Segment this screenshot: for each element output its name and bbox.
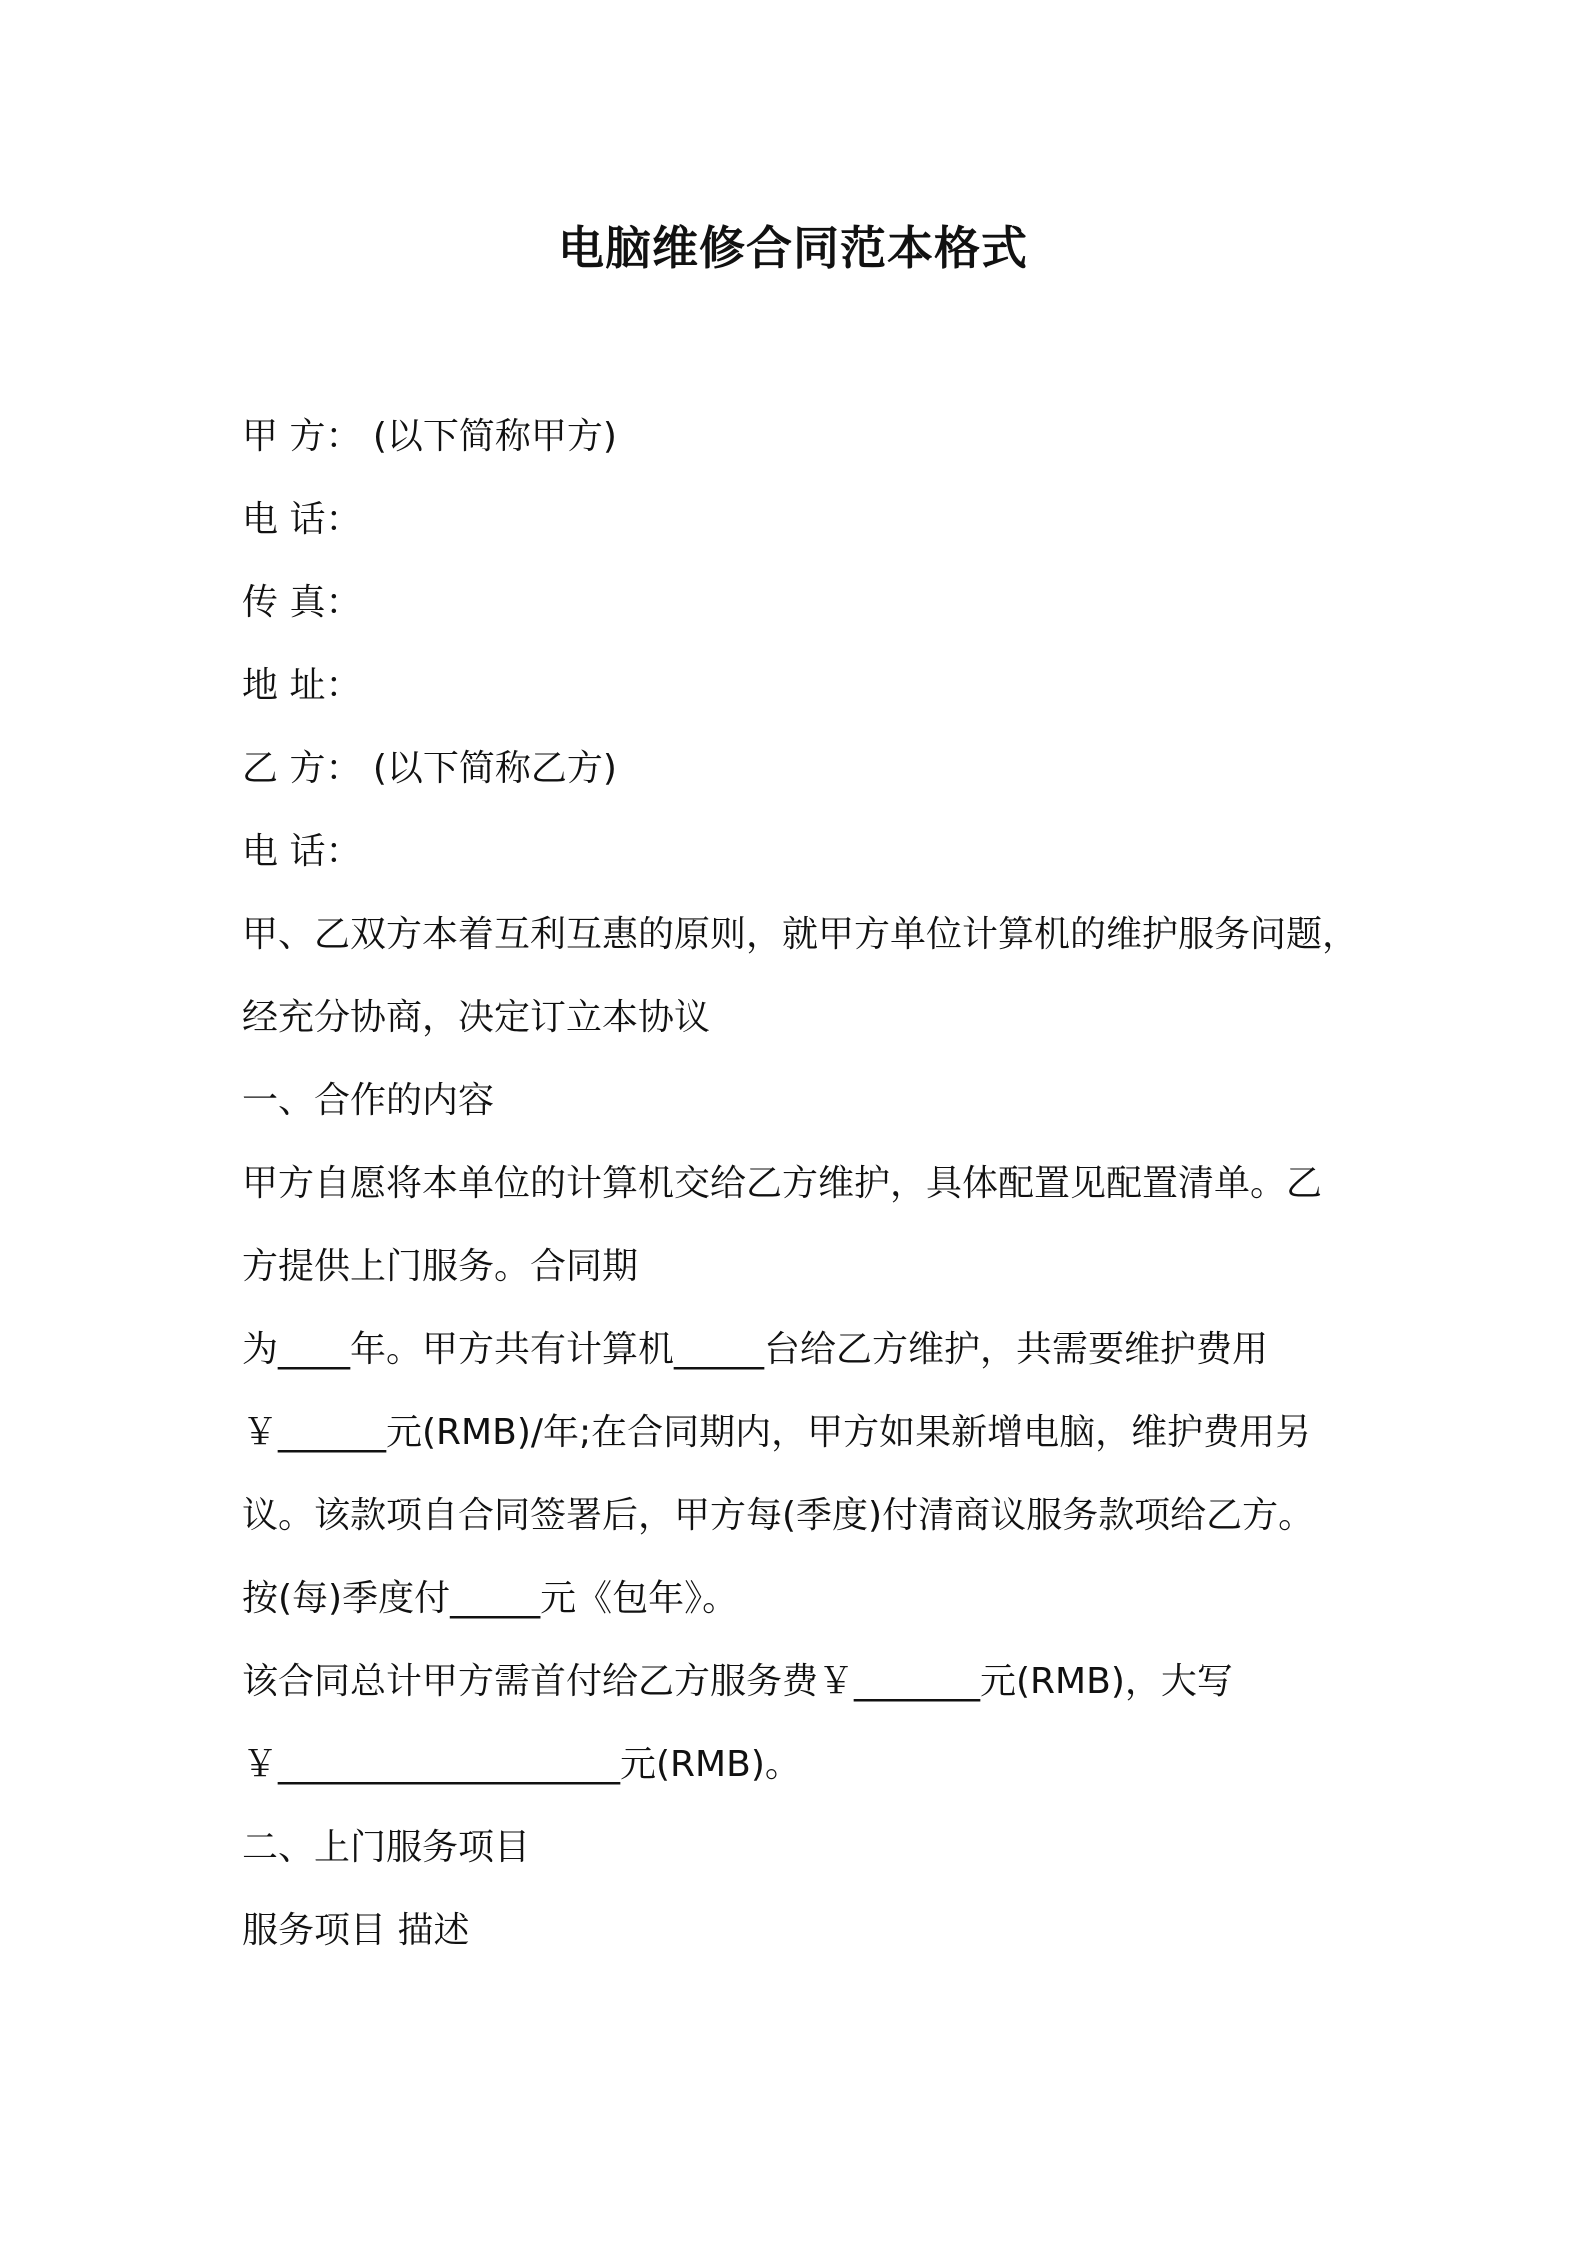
intro-paragraph-line-2: 经充分协商，决定订立本协议 [242, 997, 711, 1038]
section-1-line-2: 方提供上门服务。合同期 [242, 1246, 639, 1287]
section-1-line-7: 该合同总计甲方需首付给乙方服务费￥_______元(RMB)，大写 [242, 1661, 1233, 1702]
party-a-address-line: 地 址： [242, 665, 362, 706]
party-b-phone-line: 电 话： [242, 831, 362, 872]
section-1-line-5: 议。该款项自合同签署后，甲方每(季度)付清商议服务款项给乙方。 [242, 1495, 1315, 1536]
section-1-heading: 一、合作的内容 [242, 1080, 495, 1121]
intro-paragraph-line-1: 甲、乙双方本着互利互惠的原则，就甲方单位计算机的维护服务问题， [242, 914, 1359, 955]
section-1-line-3: 为____年。甲方共有计算机_____台给乙方维护，共需要维护费用 [242, 1329, 1269, 1370]
party-a-line: 甲 方： (以下简称甲方) [242, 416, 617, 457]
section-2-heading: 二、上门服务项目 [242, 1827, 531, 1868]
section-1-line-1: 甲方自愿将本单位的计算机交给乙方维护，具体配置见配置清单。乙 [242, 1163, 1323, 1204]
document-title: 电脑维修合同范本格式 [558, 221, 1028, 275]
section-1-line-8: ￥___________________元(RMB)。 [242, 1744, 801, 1785]
section-1-line-4: ￥______元(RMB)/年;在合同期内，甲方如果新增电脑，维护费用另 [242, 1412, 1312, 1453]
party-a-phone-line: 电 话： [242, 499, 362, 540]
party-b-line: 乙 方： (以下简称乙方) [242, 748, 617, 789]
service-table-header: 服务项目 描述 [242, 1910, 470, 1951]
section-1-line-6: 按(每)季度付_____元《包年》。 [242, 1578, 739, 1619]
party-a-fax-line: 传 真： [242, 582, 362, 623]
